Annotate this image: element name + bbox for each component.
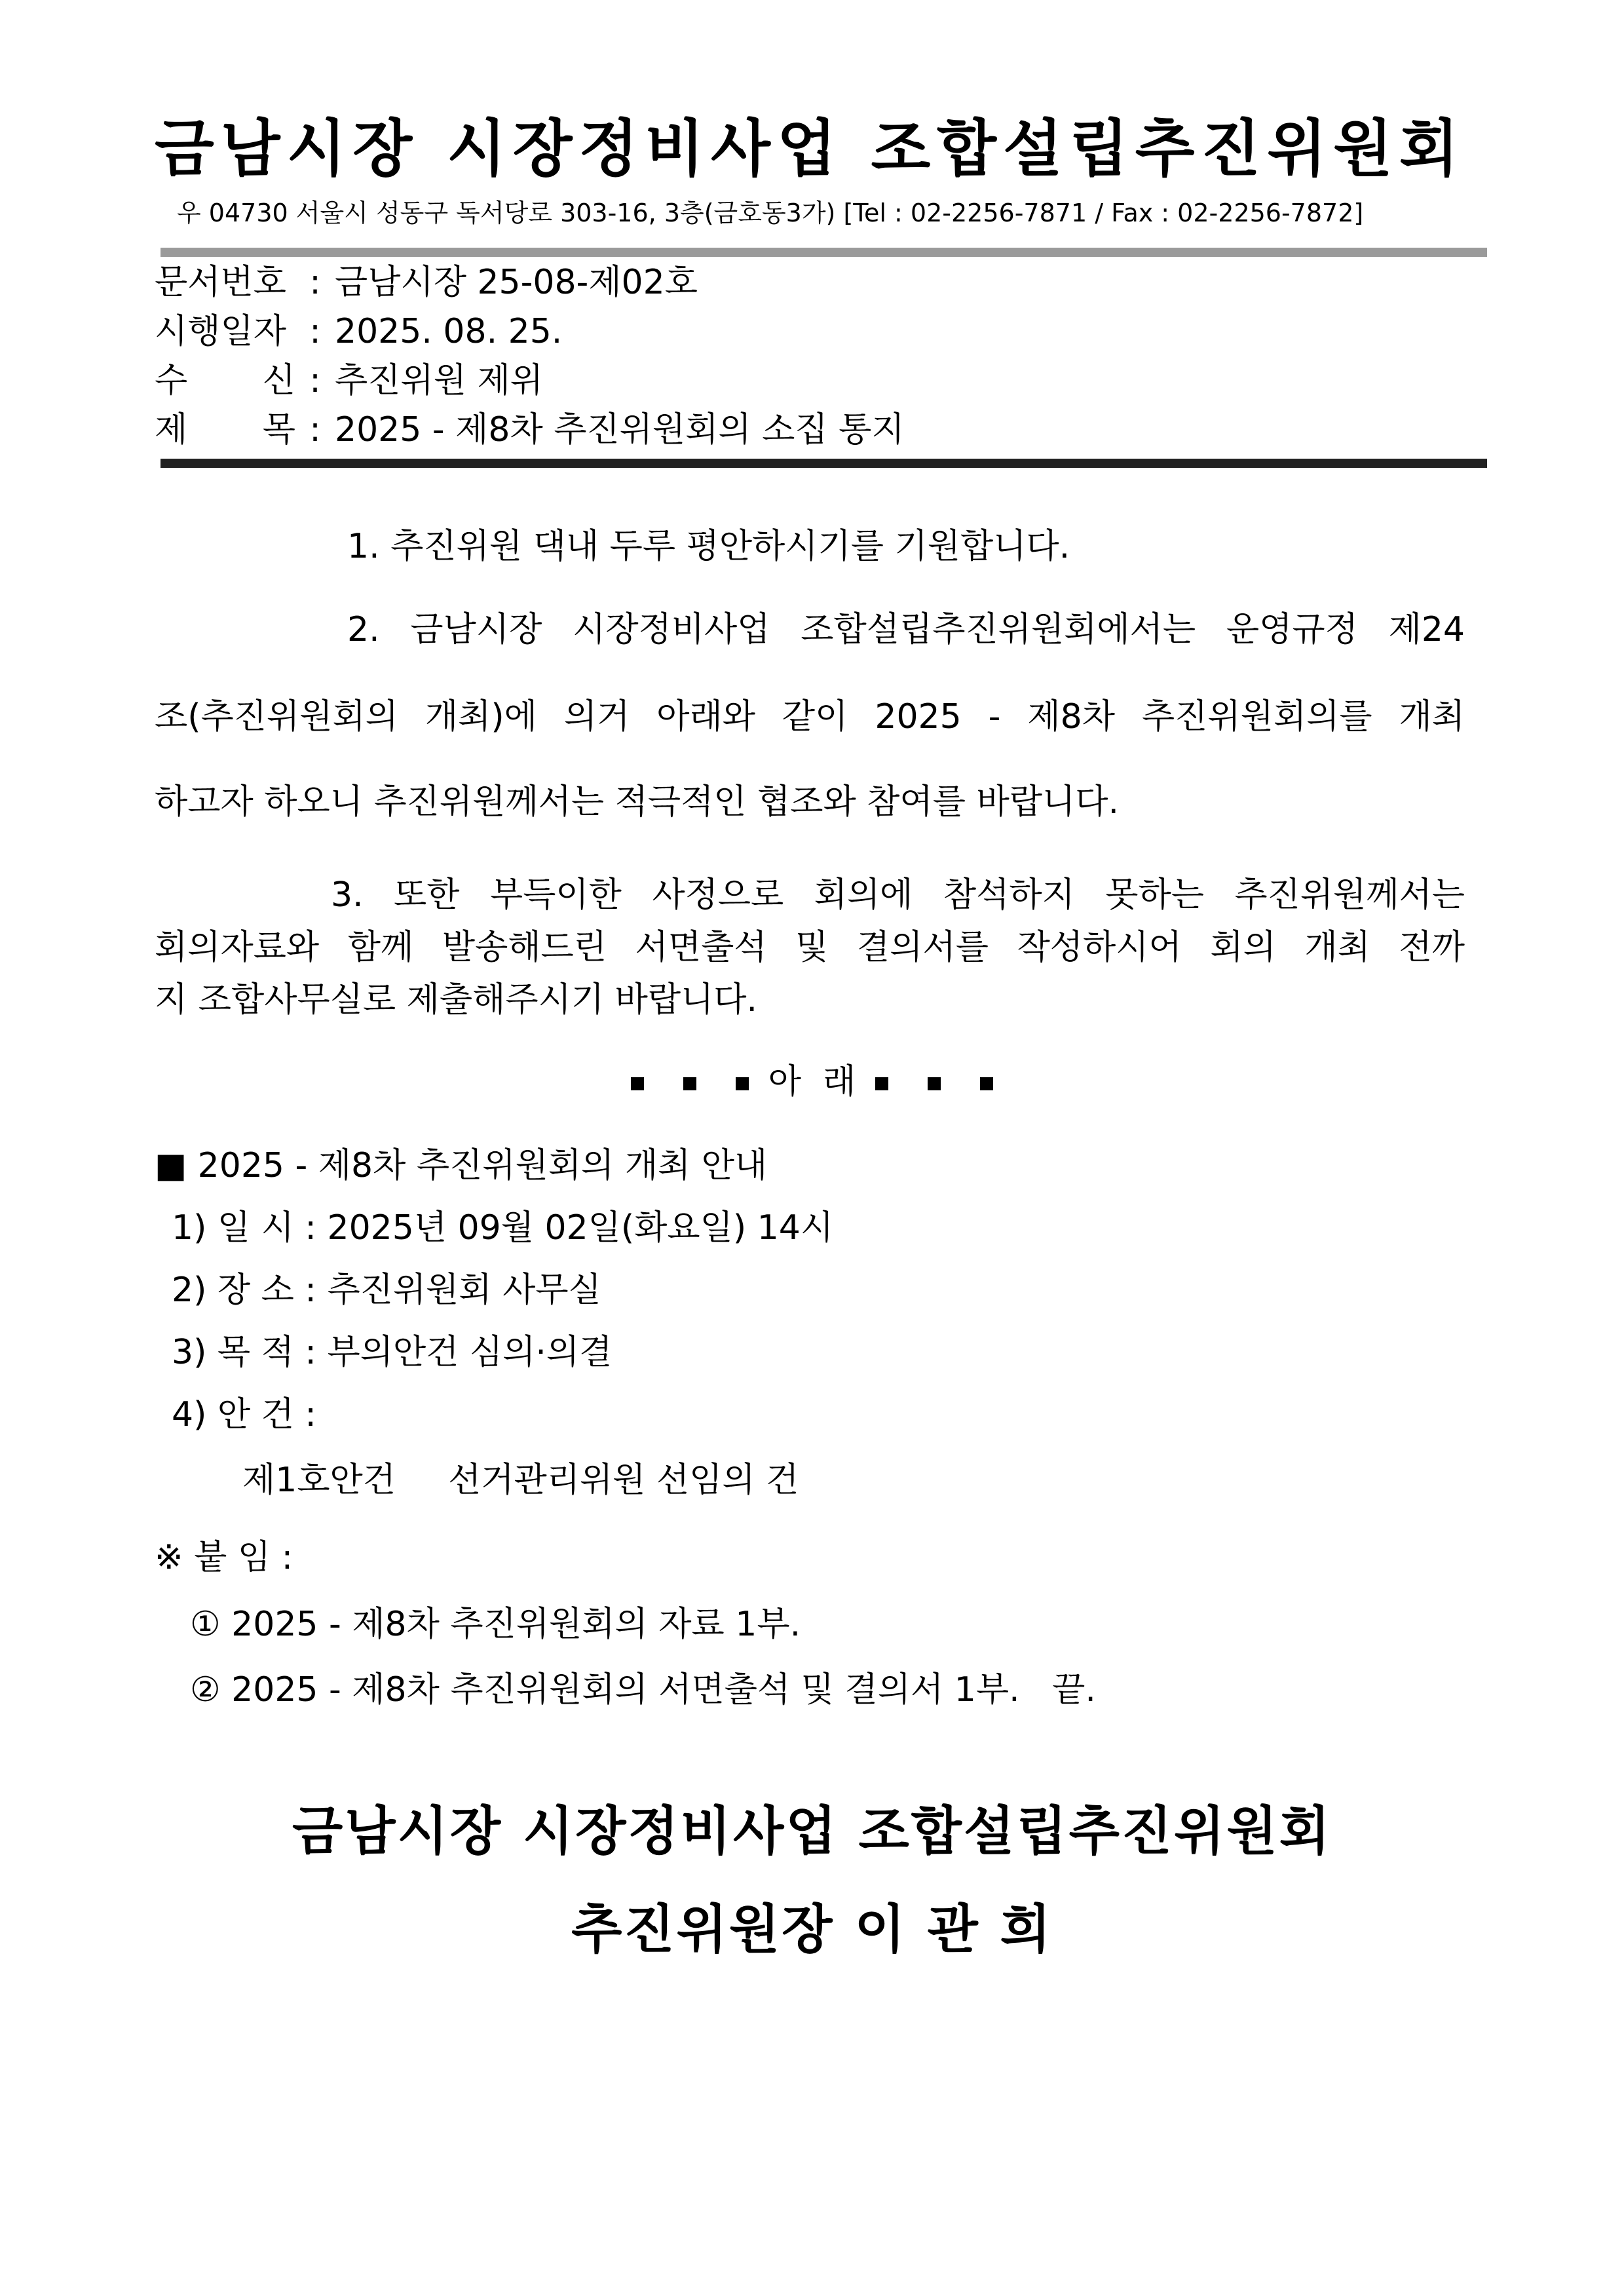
attachment-item: ① 2025 - 제8차 추진위원회의 자료 1부. <box>190 1605 801 1644</box>
item-label: 3) 목 적 <box>172 1333 294 1372</box>
paragraph-3-line-1: 3. 또한 부득이한 사정으로 회의에 참석하지 못하는 추진위원께서는 <box>331 875 1465 915</box>
notice-item-agenda: 4) 안 건 : <box>172 1395 316 1434</box>
attachment-item: ② 2025 - 제8차 추진위원회의 서면출석 및 결의서 1부. 끝. <box>190 1670 1096 1710</box>
square-bullet-icon <box>683 1077 696 1090</box>
date-row <box>155 309 562 354</box>
attachment-label: ※ 붙 임 : <box>155 1538 293 1577</box>
date-label: 시행일자 <box>155 312 286 351</box>
square-bullet-icon <box>875 1077 888 1090</box>
paragraph-3-line-2: 회의자료와 함께 발송해드린 서면출석 및 결의서를 작성하시어 회의 개최 전까 <box>155 928 1465 967</box>
notice-section-title: ■ 2025 - 제8차 추진위원회의 개최 안내 <box>155 1146 768 1185</box>
paragraph-2-line-2: 조(추진위원회의 개최)에 의거 아래와 같이 2025 - 제8차 추진위원회의를 개최 <box>155 697 1465 737</box>
doc-number-label: 문서번호 <box>155 263 286 302</box>
agenda-number: 제1호안건 <box>242 1461 396 1500</box>
agenda-title: 선거관리위원 선임의 건 <box>448 1461 799 1500</box>
header-divider <box>161 248 1487 257</box>
org-title: 금남시장 시장정비사업 조합설립추진위원회 <box>155 113 1465 185</box>
notice-item-purpose: 3) 목 적 : 부의안건 심의·의결 <box>172 1333 613 1372</box>
doc-number-value: 금남시장 25-08-제02호 <box>335 263 698 302</box>
item-label: 1) 일 시 <box>172 1208 294 1248</box>
recipient-row <box>155 358 543 403</box>
item-value: 추진위원회 사무실 <box>327 1271 601 1310</box>
item-value: 부의안건 심의·의결 <box>327 1333 613 1372</box>
item-label: 4) 안 건 <box>172 1395 294 1434</box>
separator: : <box>309 410 321 450</box>
subject-label: 제 목 <box>155 410 295 450</box>
item-value: 2025년 09월 02일(화요일) 14시 <box>327 1208 834 1248</box>
subject-value: 2025 - 제8차 추진위원회의 소집 통지 <box>335 410 905 450</box>
square-bullet-icon <box>928 1077 941 1090</box>
agenda-entry <box>242 1458 799 1502</box>
notice-item-place: 2) 장 소 : 추진위원회 사무실 <box>172 1271 601 1310</box>
paragraph-2-line-3: 하고자 하오니 추진위원께서는 적극적인 협조와 참여를 바랍니다. <box>155 782 1119 822</box>
footer-org: 금남시장 시장정비사업 조합설립추진위원회 <box>292 1801 1332 1862</box>
recipient-label: 수 신 <box>155 361 295 400</box>
doc-number-row <box>155 260 698 305</box>
date-value: 2025. 08. 25. <box>335 312 563 351</box>
separator: : <box>309 312 321 351</box>
separator: : <box>309 263 321 302</box>
square-bullet-icon <box>736 1077 749 1090</box>
paragraph-1: 1. 추진위원 댁내 두루 평안하시기를 기원합니다. <box>347 527 1070 566</box>
square-bullet-icon <box>631 1077 644 1090</box>
paragraph-2-line-1: 2. 금남시장 시장정비사업 조합설립추진위원회에서는 운영규정 제24 <box>347 610 1465 649</box>
meta-divider <box>161 459 1487 468</box>
paragraph-3-line-3: 지 조합사무실로 제출해주시기 바랍니다. <box>155 980 758 1020</box>
recipient-value: 추진위원 제위 <box>335 361 543 400</box>
footer-signer: 추진위원장 이 관 희 <box>571 1899 1053 1960</box>
separator: : <box>309 361 321 400</box>
address-line: 우 04730 서울시 성동구 독서당로 303-16, 3층(금호동3가) [Tel : 02-2256-7871 / Fax : 02-2256-7872] <box>177 199 1364 227</box>
subject-row <box>155 408 905 452</box>
item-label: 2) 장 소 <box>172 1271 294 1310</box>
square-bullet-icon <box>980 1077 993 1090</box>
notice-item-datetime: 1) 일 시 : 2025년 09월 02일(화요일) 14시 <box>172 1208 834 1248</box>
notice-heading-text: 아 래 <box>768 1062 856 1101</box>
notice-heading <box>0 1060 1624 1104</box>
